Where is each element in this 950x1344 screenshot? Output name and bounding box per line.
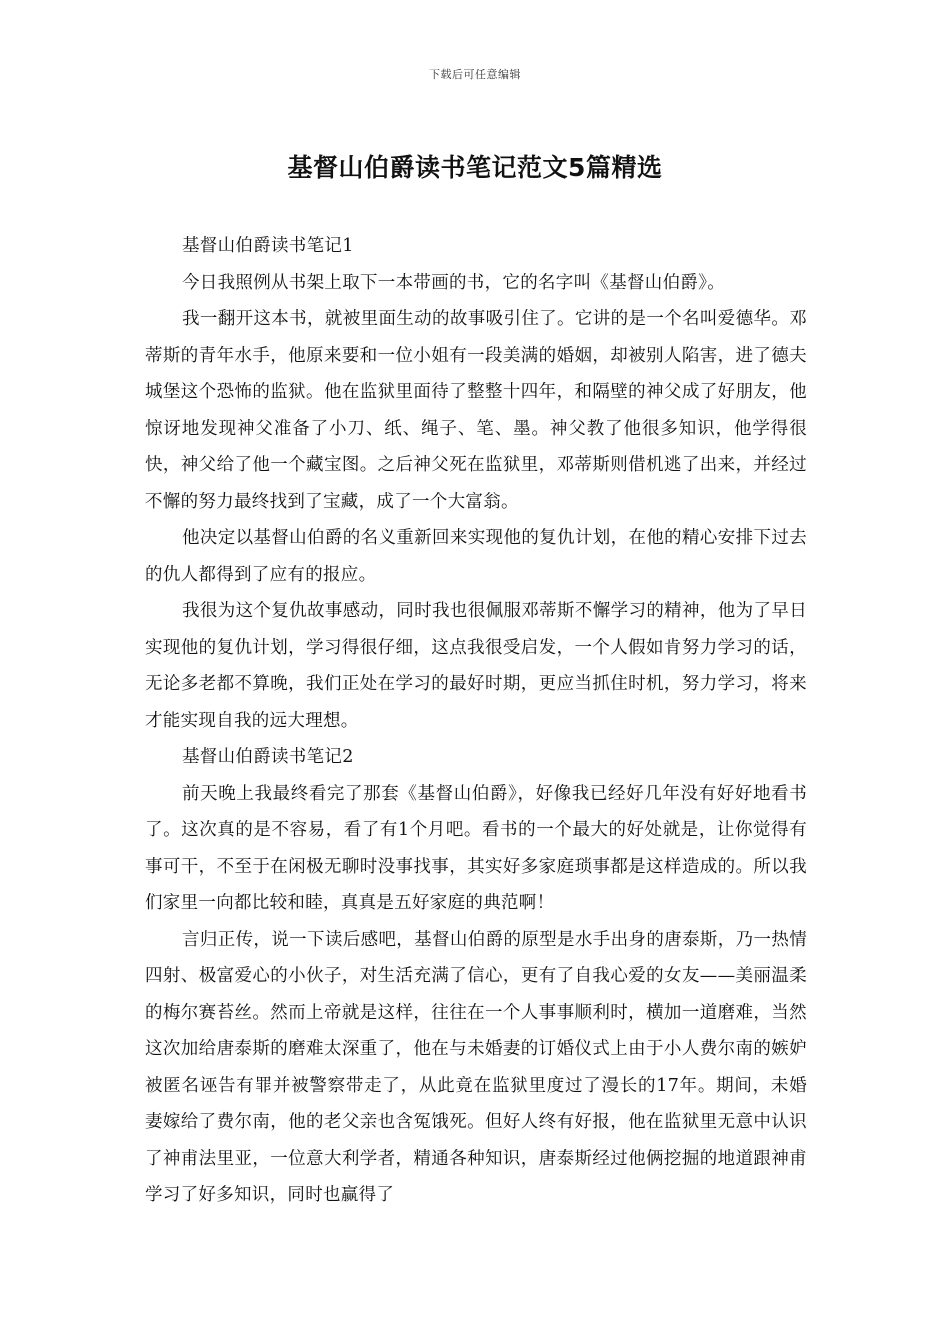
section-heading: 基督山伯爵读书笔记1: [182, 236, 354, 256]
document-title: 基督山伯爵读书笔记范文5篇精选: [287, 153, 663, 182]
paragraph: 我一翻开这本书，就被里面生动的故事吸引住了。它讲的是一个名叫爱德华。邓蒂斯的青年水手，他原来要和一位小姐有一段美满的婚姻，却被别人陷害，进了德夫城堡这个恐怖的监狱。他在监狱里面待了整整十四年，和隔壁的神父成了好朋友，他惊讶地发现神父准备了小刀、纸、绳子、笔、墨。神父教了他很多知识，他学得很快，神父给了他一个藏宝图。之后神父死在监狱里，邓蒂斯则借机逃了出来，并经过不懈的努力最终找到了宝藏，成了一个大富翁。: [145, 309, 807, 512]
document-body: [145, 228, 807, 1214]
paragraph: 他决定以基督山伯爵的名义重新回来实现他的复仇计划，在他的精心安排下过去的仇人都得到了应有的报应。: [145, 528, 807, 585]
page-header-note: 下载后可任意编辑: [429, 68, 521, 81]
section-heading: 基督山伯爵读书笔记2: [182, 747, 354, 767]
paragraph: 言归正传，说一下读后感吧，基督山伯爵的原型是水手出身的唐泰斯，乃一热情四射、极富爱心的小伙子，对生活充满了信心，更有了自我心爱的女友——美丽温柔的梅尔赛苔丝。然而上帝就是这样，往往在一个人事事顺利时，横加一道磨难，当然这次加给唐泰斯的磨难太深重了，他在与未婚妻的订婚仪式上由于小人费尔南的嫉妒被匿名诬告有罪并被警察带走了，从此竟在监狱里度过了漫长的17年。期间，未婚妻嫁给了费尔南，他的老父亲也含冤饿死。但好人终有好报，他在监狱里无意中认识了神甫法里亚，一位意大利学者，精通各种知识，唐泰斯经过他俩挖掘的地道跟神甫学习了好多知识，同时也赢得了: [145, 929, 807, 1205]
paragraph: 今日我照例从书架上取下一本带画的书，它的名字叫《基督山伯爵》。: [182, 272, 726, 293]
paragraph: 我很为这个复仇故事感动，同时我也很佩服邓蒂斯不懈学习的精神，他为了早日实现他的复仇计划，学习得很仔细，这点我很受启发，一个人假如肯努力学习的话，无论多老都不算晚，我们正处在学习的最好时期，更应当抓住时机，努力学习，将来才能实现自我的远大理想。: [145, 601, 807, 731]
paragraph: 前天晚上我最终看完了那套《基督山伯爵》，好像我已经好几年没有好好地看书了。这次真的是不容易，看了有1个月吧。看书的一个最大的好处就是，让你觉得有事可干，不至于在闲极无聊时没事找事，其实好多家庭琐事都是这样造成的。所以我们家里一向都比较和睦，真真是五好家庭的典范啊！: [145, 783, 807, 913]
